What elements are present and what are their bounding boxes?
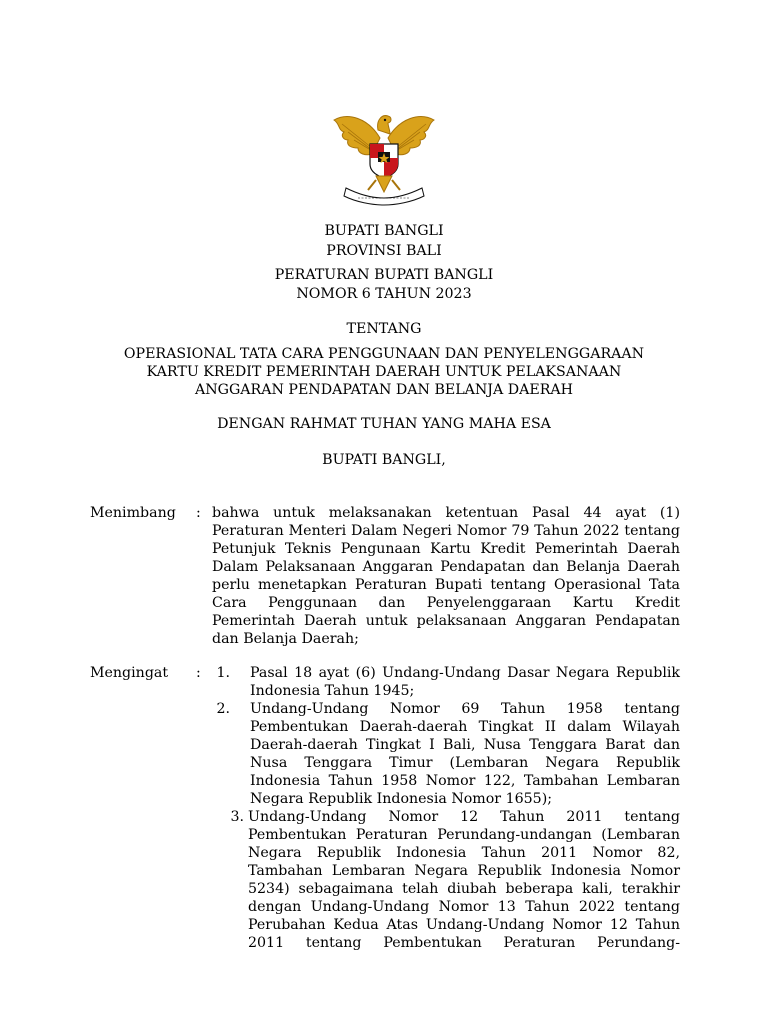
mengingat-line: 5234) sebagaimana telah diubah beberapa kali, terakhir xyxy=(248,881,680,897)
issuer-province: PROVINSI BALI xyxy=(326,243,442,259)
menimbang-line: Pemerintah Daerah untuk pelaksanaan Anggaran Pendapatan xyxy=(212,613,680,629)
menimbang-line: dan Belanja Daerah; xyxy=(212,631,359,647)
mengingat-item-number: 2. xyxy=(216,701,230,717)
regulation-title: PERATURAN BUPATI BANGLI xyxy=(274,267,494,283)
mengingat-item-number: 1. xyxy=(216,665,230,681)
mengingat-item-3 xyxy=(248,808,680,952)
menimbang-label: Menimbang xyxy=(90,505,176,521)
mengingat-line: Undang-Undang Nomor 69 Tahun 1958 tentang xyxy=(250,701,680,717)
menimbang-colon: : xyxy=(196,505,201,521)
mengingat-line: Pembentukan Daerah-daerah Tingkat II dalam Wilayah xyxy=(250,719,680,735)
mengingat-item-number: 3. xyxy=(230,809,244,825)
mengingat-line: dengan Undang-Undang Nomor 13 Tahun 2022 tentang xyxy=(248,899,680,915)
mengingat-line: Undang-Undang Nomor 12 Tahun 2011 tentang xyxy=(248,809,680,825)
mengingat-line: Indonesia Tahun 1958 Nomor 122, Tambahan Lembaran xyxy=(250,773,680,789)
issuer-title: BUPATI BANGLI xyxy=(324,223,444,239)
invocation: DENGAN RAHMAT TUHAN YANG MAHA ESA xyxy=(217,416,551,432)
mengingat-line: Negara Republik Indonesia Nomor 1655); xyxy=(250,791,553,807)
subject-line-1: OPERASIONAL TATA CARA PENGGUNAAN DAN PENYELENGGARAAN xyxy=(123,346,645,362)
mengingat-line: Nusa Tenggara Timur (Lembaran Negara Republik xyxy=(250,755,680,771)
mengingat-line: Negara Republik Indonesia Tahun 2011 Nomor 82, xyxy=(248,845,680,861)
subject-line-2: KARTU KREDIT PEMERINTAH DAERAH UNTUK PELAKSANAAN xyxy=(146,364,622,380)
garuda-emblem-icon xyxy=(328,108,440,208)
menimbang-line: Dalam Pelaksanaan Anggaran Pendapatan dan Belanja Daerah xyxy=(212,559,680,575)
menimbang-line: bahwa untuk melaksanakan ketentuan Pasal 44 ayat (1) xyxy=(212,505,680,521)
mengingat-item-1 xyxy=(250,664,680,700)
mengingat-line: Indonesia Tahun 1945; xyxy=(250,683,415,699)
menimbang-line: Cara Penggunaan dan Penyelenggaraan Kartu Kredit xyxy=(212,595,680,611)
regulation-number: NOMOR 6 TAHUN 2023 xyxy=(296,286,472,302)
menimbang-line: Petunjuk Teknis Pengunaan Kartu Kredit Pemerintah Daerah xyxy=(212,541,680,557)
mengingat-line: Daerah-daerah Tingkat I Bali, Nusa Tenggara Barat dan xyxy=(250,737,680,753)
mengingat-line: Tambahan Lembaran Negara Republik Indonesia Nomor xyxy=(248,863,680,879)
mengingat-colon: : xyxy=(196,665,201,681)
authority-heading: BUPATI BANGLI, xyxy=(322,452,446,468)
mengingat-line: Pembentukan Peraturan Perundang-undangan (Lembaran xyxy=(248,827,680,843)
mengingat-line: Pasal 18 ayat (6) Undang-Undang Dasar Negara Republik xyxy=(250,665,680,681)
mengingat-item-2 xyxy=(250,700,680,808)
about-heading: TENTANG xyxy=(346,321,422,337)
mengingat-label: Mengingat xyxy=(90,665,169,681)
mengingat-line: Perubahan Kedua Atas Undang-Undang Nomor 12 Tahun xyxy=(248,917,680,933)
mengingat-line: 2011 tentang Pembentukan Peraturan Perundang- xyxy=(248,935,680,951)
menimbang-text xyxy=(212,504,680,648)
menimbang-line: Peraturan Menteri Dalam Negeri Nomor 79 Tahun 2022 tentang xyxy=(212,523,680,539)
menimbang-line: perlu menetapkan Peraturan Bupati tentang Operasional Tata xyxy=(212,577,680,593)
subject-line-3: ANGGARAN PENDAPATAN DAN BELANJA DAERAH xyxy=(194,382,574,398)
